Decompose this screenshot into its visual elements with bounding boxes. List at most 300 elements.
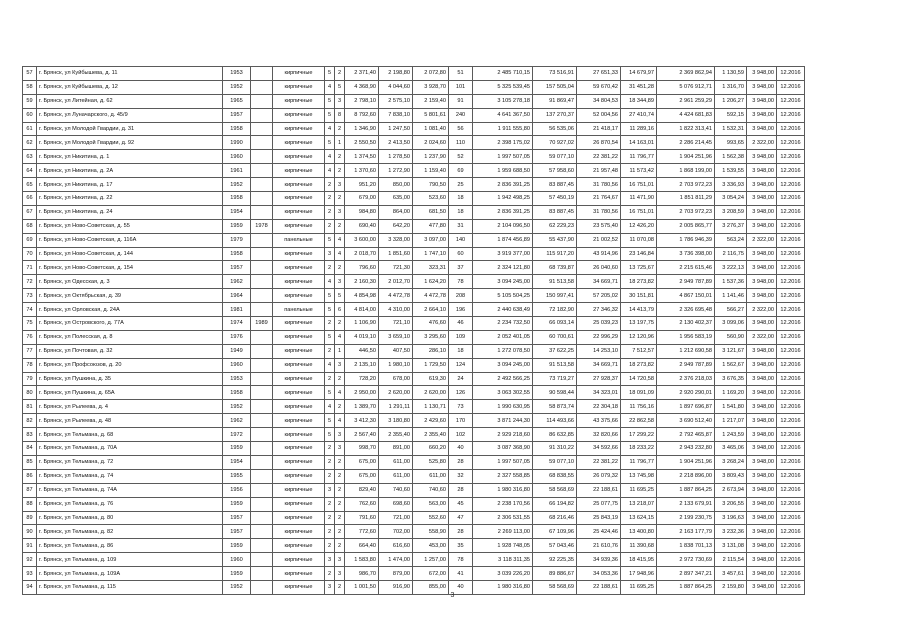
cell-cost_owners: 18 091,09: [621, 386, 657, 400]
cell-wall_material: кирпичные: [273, 317, 325, 331]
cell-year_reconstructed: [251, 567, 273, 581]
cell-floors: 2: [325, 372, 335, 386]
cell-cost_regional: 68 216,46: [533, 511, 577, 525]
cell-living_area: 1 272,90: [379, 164, 413, 178]
cell-max_cost: 3 948,00: [747, 317, 777, 331]
cell-total_cost: 1 997 507,05: [473, 455, 533, 469]
cell-cost_regional: 66 093,14: [533, 317, 577, 331]
cell-max_cost: 3 948,00: [747, 261, 777, 275]
cell-living_area: 3 328,00: [379, 233, 413, 247]
cell-specific_cost: 3 206,55: [715, 497, 747, 511]
cell-deadline: 12.2016: [777, 164, 805, 178]
cell-cost_local: 34 669,71: [577, 275, 621, 289]
cell-residential_area: 672,00: [413, 567, 449, 581]
cell-year_built: 1962: [223, 275, 251, 289]
cell-deadline: 12.2016: [777, 330, 805, 344]
table-row: [23, 386, 805, 400]
cell-year_reconstructed: [251, 303, 273, 317]
table-row: [23, 164, 805, 178]
cell-cost_local: 52 004,56: [577, 108, 621, 122]
cell-total_area: 728,20: [345, 372, 379, 386]
cell-cost_local: 22 188,61: [577, 483, 621, 497]
cell-residents: 52: [449, 150, 473, 164]
cell-living_area: 2 575,10: [379, 94, 413, 108]
cell-residential_area: 323,31: [413, 261, 449, 275]
cell-cost_other: 2 326 695,48: [657, 303, 715, 317]
cell-total_area: 762,60: [345, 497, 379, 511]
cell-total_area: 3 412,30: [345, 414, 379, 428]
cell-residents: 35: [449, 539, 473, 553]
cell-cost_local: 23 575,40: [577, 219, 621, 233]
cell-year_reconstructed: [251, 164, 273, 178]
cell-address: г. Брянск, ул Тельмана, д. 70А: [37, 442, 223, 456]
table-row: [23, 553, 805, 567]
cell-residential_area: 2 072,80: [413, 67, 449, 81]
cell-max_cost: 3 948,00: [747, 275, 777, 289]
cell-deadline: 12.2016: [777, 414, 805, 428]
cell-entrances: 2: [335, 580, 345, 594]
cell-residential_area: 477,80: [413, 219, 449, 233]
cell-residential_area: 2 664,10: [413, 303, 449, 317]
cell-specific_cost: 3 268,24: [715, 455, 747, 469]
cell-cost_regional: 91 513,58: [533, 358, 577, 372]
cell-floors: 2: [325, 497, 335, 511]
cell-floors: 2: [325, 261, 335, 275]
cell-year_built: 1964: [223, 289, 251, 303]
cell-floors: 4: [325, 80, 335, 94]
table-row: [23, 122, 805, 136]
cell-total_area: 3 600,00: [345, 233, 379, 247]
cell-cost_owners: 11 796,77: [621, 455, 657, 469]
cell-wall_material: кирпичные: [273, 358, 325, 372]
cell-specific_cost: 1 217,07: [715, 414, 747, 428]
cell-living_area: 2 620,00: [379, 386, 413, 400]
cell-total_cost: 1 980 316,80: [473, 580, 533, 594]
cell-cost_owners: 31 451,28: [621, 80, 657, 94]
cell-total_cost: 1 990 630,95: [473, 400, 533, 414]
cell-total_area: 690,40: [345, 219, 379, 233]
cell-living_area: 611,00: [379, 455, 413, 469]
cell-total_area: 1 583,80: [345, 553, 379, 567]
cell-wall_material: кирпичные: [273, 567, 325, 581]
cell-year_built: 1958: [223, 192, 251, 206]
cell-max_cost: 3 948,00: [747, 150, 777, 164]
cell-entrances: 3: [335, 178, 345, 192]
cell-year_built: 1952: [223, 580, 251, 594]
cell-entrances: 4: [335, 386, 345, 400]
cell-year_built: 1957: [223, 511, 251, 525]
cell-address: г. Брянск, ул Ново-Советская, д. 116А: [37, 233, 223, 247]
cell-cost_regional: 58 568,69: [533, 483, 577, 497]
cell-specific_cost: 1 169,20: [715, 386, 747, 400]
cell-num: 82: [23, 414, 37, 428]
cell-floors: 2: [325, 469, 335, 483]
cell-max_cost: 2 322,00: [747, 136, 777, 150]
cell-total_cost: 5 325 539,45: [473, 80, 533, 94]
cell-deadline: 12.2016: [777, 400, 805, 414]
cell-year_reconstructed: [251, 94, 273, 108]
cell-total_area: 2 550,50: [345, 136, 379, 150]
cell-deadline: 12.2016: [777, 205, 805, 219]
cell-cost_owners: 12 426,20: [621, 219, 657, 233]
cell-residential_area: 1 081,40: [413, 122, 449, 136]
cell-year_reconstructed: [251, 497, 273, 511]
cell-entrances: 2: [335, 150, 345, 164]
cell-entrances: 2: [335, 122, 345, 136]
cell-deadline: 12.2016: [777, 136, 805, 150]
table-row: [23, 178, 805, 192]
cell-max_cost: 3 948,00: [747, 247, 777, 261]
cell-specific_cost: 3 809,43: [715, 469, 747, 483]
cell-year_reconstructed: [251, 414, 273, 428]
cell-total_cost: 1 928 748,05: [473, 539, 533, 553]
cell-total_cost: 2 306 531,55: [473, 511, 533, 525]
cell-residents: 110: [449, 136, 473, 150]
cell-cost_regional: 60 700,61: [533, 330, 577, 344]
cell-cost_owners: 22 862,58: [621, 414, 657, 428]
cell-cost_owners: 14 720,58: [621, 372, 657, 386]
cell-total_area: 1 001,50: [345, 580, 379, 594]
cell-cost_regional: 91 513,58: [533, 275, 577, 289]
cell-entrances: 3: [335, 567, 345, 581]
cell-cost_regional: 37 622,25: [533, 344, 577, 358]
table-row: [23, 80, 805, 94]
cell-year_reconstructed: [251, 539, 273, 553]
cell-residents: 126: [449, 386, 473, 400]
cell-deadline: 12.2016: [777, 567, 805, 581]
cell-max_cost: 3 948,00: [747, 122, 777, 136]
cell-year_built: 1955: [223, 469, 251, 483]
cell-cost_other: 1 212 690,58: [657, 344, 715, 358]
cell-entrances: 5: [335, 80, 345, 94]
cell-total_cost: 1 874 456,89: [473, 233, 533, 247]
cell-specific_cost: 1 562,67: [715, 358, 747, 372]
cell-cost_other: 1 887 864,25: [657, 483, 715, 497]
cell-total_area: 675,00: [345, 469, 379, 483]
cell-wall_material: кирпичные: [273, 497, 325, 511]
cell-wall_material: панельные: [273, 233, 325, 247]
cell-deadline: 12.2016: [777, 289, 805, 303]
cell-year_built: 1954: [223, 455, 251, 469]
cell-cost_local: 34 323,01: [577, 386, 621, 400]
cell-specific_cost: 1 541,80: [715, 400, 747, 414]
cell-num: 90: [23, 525, 37, 539]
cell-max_cost: 3 948,00: [747, 553, 777, 567]
cell-entrances: 2: [335, 219, 345, 233]
cell-cost_other: 2 949 787,89: [657, 275, 715, 289]
cell-specific_cost: 3 457,61: [715, 567, 747, 581]
cell-cost_regional: 83 887,45: [533, 178, 577, 192]
cell-year_built: 1949: [223, 344, 251, 358]
cell-num: 64: [23, 164, 37, 178]
cell-wall_material: кирпичные: [273, 414, 325, 428]
cell-cost_owners: 11 695,25: [621, 580, 657, 594]
cell-year_reconstructed: 1989: [251, 317, 273, 331]
table-row: [23, 136, 805, 150]
cell-cost_other: 2 369 862,94: [657, 67, 715, 81]
cell-residential_area: 1 747,10: [413, 247, 449, 261]
cell-total_area: 2 135,10: [345, 358, 379, 372]
cell-living_area: 1 247,50: [379, 122, 413, 136]
cell-cost_other: 5 076 912,71: [657, 80, 715, 94]
cell-floors: 4: [325, 275, 335, 289]
cell-year_built: 1976: [223, 330, 251, 344]
table-row: [23, 330, 805, 344]
cell-deadline: 12.2016: [777, 94, 805, 108]
cell-address: г. Брянск, ул Октябрьская, д. 39: [37, 289, 223, 303]
cell-total_cost: 1 997 507,05: [473, 150, 533, 164]
cell-total_area: 675,00: [345, 455, 379, 469]
cell-year_built: 1956: [223, 483, 251, 497]
table-row: [23, 108, 805, 122]
cell-max_cost: 3 948,00: [747, 442, 777, 456]
cell-floors: 5: [325, 136, 335, 150]
cell-year_reconstructed: [251, 344, 273, 358]
cell-cost_regional: 57 958,60: [533, 164, 577, 178]
cell-total_cost: 3 105 278,18: [473, 94, 533, 108]
cell-residential_area: 790,50: [413, 178, 449, 192]
cell-total_cost: 3 087 368,90: [473, 442, 533, 456]
cell-living_area: 1 851,60: [379, 247, 413, 261]
cell-living_area: 642,20: [379, 219, 413, 233]
cell-year_reconstructed: [251, 358, 273, 372]
cell-cost_regional: 73 719,27: [533, 372, 577, 386]
cell-deadline: 12.2016: [777, 233, 805, 247]
cell-address: г. Брянск, ул Пушкина, д. 35: [37, 372, 223, 386]
cell-year_reconstructed: [251, 511, 273, 525]
cell-total_cost: 2 836 391,25: [473, 178, 533, 192]
cell-entrances: 8: [335, 108, 345, 122]
cell-cost_local: 14 253,10: [577, 344, 621, 358]
cell-total_cost: 2 485 710,15: [473, 67, 533, 81]
cell-living_area: 1 474,00: [379, 553, 413, 567]
cell-deadline: 12.2016: [777, 525, 805, 539]
cell-residential_area: 552,60: [413, 511, 449, 525]
cell-entrances: 4: [335, 330, 345, 344]
cell-wall_material: кирпичные: [273, 67, 325, 81]
cell-num: 59: [23, 94, 37, 108]
cell-total_area: 829,40: [345, 483, 379, 497]
cell-cost_other: 1 897 696,87: [657, 400, 715, 414]
cell-total_area: 446,50: [345, 344, 379, 358]
cell-num: 75: [23, 317, 37, 331]
cell-specific_cost: 1 243,59: [715, 428, 747, 442]
cell-total_area: 679,00: [345, 192, 379, 206]
cell-cost_regional: 92 225,35: [533, 553, 577, 567]
cell-total_cost: 1 980 316,80: [473, 483, 533, 497]
cell-cost_owners: 13 624,15: [621, 511, 657, 525]
cell-entrances: 3: [335, 442, 345, 456]
table-row: [23, 497, 805, 511]
cell-deadline: 12.2016: [777, 80, 805, 94]
cell-year_reconstructed: [251, 553, 273, 567]
cell-deadline: 12.2016: [777, 261, 805, 275]
cell-cost_other: 2 703 972,23: [657, 205, 715, 219]
cell-year_reconstructed: [251, 330, 273, 344]
cell-year_built: 1959: [223, 219, 251, 233]
cell-entrances: 2: [335, 192, 345, 206]
cell-residents: 240: [449, 108, 473, 122]
cell-address: г. Брянск, ул Ново-Советская, д. 55: [37, 219, 223, 233]
cell-num: 73: [23, 289, 37, 303]
cell-num: 65: [23, 178, 37, 192]
cell-deadline: 12.2016: [777, 553, 805, 567]
cell-address: г. Брянск, ул Никитина, д. 22: [37, 192, 223, 206]
cell-total_area: 1 374,50: [345, 150, 379, 164]
cell-max_cost: 3 948,00: [747, 567, 777, 581]
cell-cost_owners: 23 146,84: [621, 247, 657, 261]
cell-year_built: 1981: [223, 303, 251, 317]
cell-living_area: 2 413,50: [379, 136, 413, 150]
cell-wall_material: кирпичные: [273, 192, 325, 206]
cell-cost_owners: 11 796,77: [621, 150, 657, 164]
cell-residents: 170: [449, 414, 473, 428]
cell-specific_cost: 592,15: [715, 108, 747, 122]
cell-residents: 37: [449, 261, 473, 275]
cell-max_cost: 3 948,00: [747, 108, 777, 122]
cell-cost_regional: 90 598,44: [533, 386, 577, 400]
cell-cost_regional: 91 869,47: [533, 94, 577, 108]
cell-cost_regional: 157 505,04: [533, 80, 577, 94]
cell-cost_other: 2 920 290,01: [657, 386, 715, 400]
cell-num: 91: [23, 539, 37, 553]
cell-address: г. Брянск, ул Ново-Советская, д. 144: [37, 247, 223, 261]
cell-num: 87: [23, 483, 37, 497]
cell-entrances: 2: [335, 483, 345, 497]
table-row: [23, 233, 805, 247]
cell-wall_material: кирпичные: [273, 164, 325, 178]
cell-residents: 31: [449, 219, 473, 233]
cell-cost_local: 21 418,17: [577, 122, 621, 136]
cell-total_area: 4 814,00: [345, 303, 379, 317]
cell-residents: 32: [449, 469, 473, 483]
cell-address: г. Брянск, ул Луначарского, д. 45/9: [37, 108, 223, 122]
cell-floors: 2: [325, 205, 335, 219]
cell-cost_local: 25 077,75: [577, 497, 621, 511]
cell-living_area: 721,30: [379, 261, 413, 275]
register-body: [23, 67, 805, 595]
cell-entrances: 2: [335, 164, 345, 178]
cell-cost_local: 43 914,96: [577, 247, 621, 261]
cell-address: г. Брянск, ул Никитина, д. 17: [37, 178, 223, 192]
cell-residential_area: 558,90: [413, 525, 449, 539]
cell-living_area: 611,00: [379, 469, 413, 483]
cell-cost_owners: 14 413,79: [621, 303, 657, 317]
cell-specific_cost: 1 316,70: [715, 80, 747, 94]
cell-cost_local: 34 804,53: [577, 94, 621, 108]
cell-max_cost: 3 948,00: [747, 483, 777, 497]
register-sheet: [22, 66, 805, 595]
cell-total_area: 8 792,60: [345, 108, 379, 122]
cell-num: 74: [23, 303, 37, 317]
cell-cost_owners: 11 471,90: [621, 192, 657, 206]
cell-max_cost: 3 948,00: [747, 414, 777, 428]
cell-floors: 5: [325, 303, 335, 317]
cell-cost_regional: 83 887,45: [533, 205, 577, 219]
cell-living_area: 916,90: [379, 580, 413, 594]
table-row: [23, 247, 805, 261]
cell-floors: 2: [325, 219, 335, 233]
cell-year_reconstructed: [251, 247, 273, 261]
cell-residential_area: 5 801,61: [413, 108, 449, 122]
cell-year_built: 1960: [223, 553, 251, 567]
table-row: [23, 567, 805, 581]
cell-wall_material: кирпичные: [273, 219, 325, 233]
cell-year_built: 1959: [223, 567, 251, 581]
cell-floors: 2: [325, 192, 335, 206]
cell-total_area: 998,70: [345, 442, 379, 456]
cell-cost_regional: 137 270,37: [533, 108, 577, 122]
cell-specific_cost: 3 222,13: [715, 261, 747, 275]
cell-entrances: 3: [335, 275, 345, 289]
cell-specific_cost: 1 130,59: [715, 67, 747, 81]
cell-living_area: 2 012,70: [379, 275, 413, 289]
cell-total_area: 791,60: [345, 511, 379, 525]
cell-total_cost: 1 272 078,50: [473, 344, 533, 358]
cell-cost_local: 34 053,36: [577, 567, 621, 581]
cell-residents: 28: [449, 455, 473, 469]
cell-num: 79: [23, 372, 37, 386]
cell-entrances: 6: [335, 303, 345, 317]
cell-num: 94: [23, 580, 37, 594]
cell-floors: 2: [325, 525, 335, 539]
cell-entrances: 3: [335, 205, 345, 219]
cell-residents: 41: [449, 567, 473, 581]
cell-residential_area: 611,00: [413, 469, 449, 483]
cell-cost_owners: 16 751,01: [621, 205, 657, 219]
cell-residential_area: 3 295,60: [413, 330, 449, 344]
cell-living_area: 4 310,00: [379, 303, 413, 317]
cell-address: г. Брянск, ул Островского, д. 77А: [37, 317, 223, 331]
cell-cost_other: 2 792 465,87: [657, 428, 715, 442]
cell-year_built: 1979: [223, 233, 251, 247]
cell-specific_cost: 2 116,75: [715, 247, 747, 261]
cell-entrances: 2: [335, 539, 345, 553]
table-row: [23, 428, 805, 442]
cell-year_reconstructed: [251, 400, 273, 414]
cell-cost_local: 25 843,19: [577, 511, 621, 525]
cell-cost_local: 22 188,61: [577, 580, 621, 594]
cell-cost_local: 21 764,67: [577, 192, 621, 206]
cell-num: 88: [23, 497, 37, 511]
cell-total_area: 2 950,00: [345, 386, 379, 400]
cell-deadline: 12.2016: [777, 428, 805, 442]
cell-floors: 3: [325, 580, 335, 594]
cell-address: г. Брянск, ул Тельмана, д. 76: [37, 497, 223, 511]
table-row: [23, 344, 805, 358]
cell-deadline: 12.2016: [777, 455, 805, 469]
cell-total_area: 986,70: [345, 567, 379, 581]
table-row: [23, 539, 805, 553]
cell-cost_regional: 66 194,82: [533, 497, 577, 511]
cell-cost_regional: 57 450,19: [533, 192, 577, 206]
cell-cost_local: 34 592,66: [577, 442, 621, 456]
cell-cost_other: 1 887 864,25: [657, 580, 715, 594]
cell-total_cost: 3 871 244,30: [473, 414, 533, 428]
cell-max_cost: 3 948,00: [747, 94, 777, 108]
cell-year_built: 1959: [223, 442, 251, 456]
cell-num: 58: [23, 80, 37, 94]
table-row: [23, 358, 805, 372]
cell-cost_other: 2 972 730,69: [657, 553, 715, 567]
cell-entrances: 4: [335, 414, 345, 428]
cell-cost_other: 1 838 701,13: [657, 539, 715, 553]
cell-deadline: 12.2016: [777, 150, 805, 164]
cell-max_cost: 3 948,00: [747, 497, 777, 511]
cell-total_cost: 2 836 391,25: [473, 205, 533, 219]
cell-floors: 2: [325, 539, 335, 553]
cell-residents: 69: [449, 164, 473, 178]
